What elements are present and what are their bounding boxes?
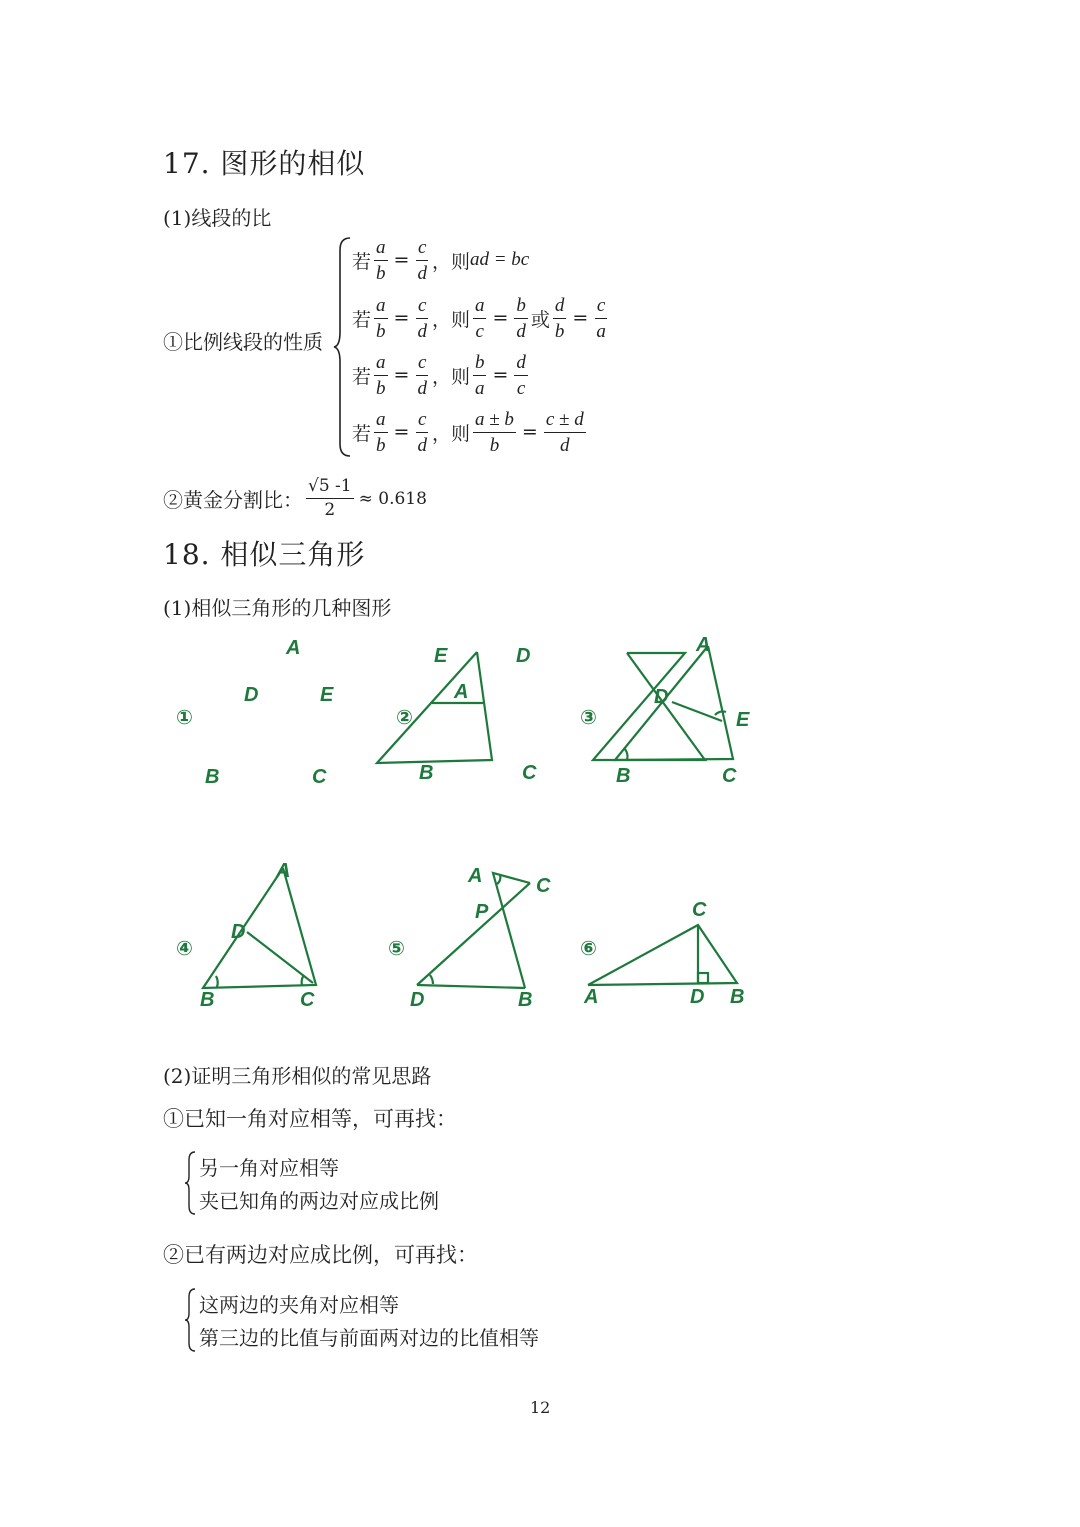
fraction: $\frac{c \pm d}{d}$ (545, 408, 584, 456)
point-label: D (410, 989, 425, 1011)
if-text: 若 (352, 308, 372, 331)
then-text: 则 (450, 250, 470, 273)
point-label: A (584, 986, 599, 1008)
section-17-sub1: (1)线段的比 (163, 206, 272, 230)
point-label: D (231, 921, 246, 943)
then-text: 则 (450, 422, 470, 445)
golden-ratio-line (163, 478, 427, 519)
point-label: B (419, 762, 434, 784)
then-text: 则 (450, 308, 470, 331)
point-label: D (244, 684, 259, 706)
golden-ratio-value: ≈ 0.618 (358, 488, 427, 509)
point-label: A (454, 681, 469, 703)
point-label: A (468, 865, 483, 887)
fraction: $\frac{a}{b}$ (376, 408, 386, 456)
case-1-brace (183, 1150, 197, 1216)
figure-number-5: ⑤ (388, 936, 405, 960)
figure-6 (588, 925, 737, 985)
figure-3 (615, 646, 733, 760)
section-18-title: 18. 相似三角形 (163, 538, 366, 571)
page-number: 12 (530, 1398, 551, 1417)
fraction: $\frac{d}{b}$ (554, 294, 565, 342)
property-row-4: 若 $\frac{a}{b}$ = $\frac{c}{d}$ ， 则 $\frac{a \pm b}{b}$ = $\frac{c \pm d}{d}$ (352, 408, 584, 456)
point-label: C (692, 899, 707, 921)
point-label: A (286, 637, 301, 659)
fraction: $\frac{b}{a}$ (474, 351, 485, 399)
fraction: $\frac{a}{c}$ (474, 294, 485, 342)
figure-number-6: ⑥ (580, 936, 597, 960)
point-label: A (696, 634, 711, 656)
fraction: $\frac{c}{d}$ (417, 294, 427, 342)
case-2-item-1: 这两边的夹角对应相等 (199, 1293, 399, 1317)
proportion-properties-label: ①比例线段的性质 (163, 330, 323, 354)
point-label: B (616, 765, 631, 787)
section-18-sub1: (1)相似三角形的几种图形 (163, 596, 392, 620)
point-label: E (320, 684, 334, 706)
figure-number-4: ④ (176, 936, 193, 960)
point-label: D (654, 686, 669, 708)
fraction: $\frac{a \pm b}{b}$ (474, 408, 514, 456)
fraction: $\frac{d}{c}$ (516, 351, 526, 399)
golden-ratio-fraction: $\frac{√5 -1}{2}$ (308, 476, 352, 520)
figure-5 (417, 873, 530, 988)
point-label: P (475, 901, 489, 923)
point-label: C (300, 989, 315, 1011)
fraction: $\frac{a}{b}$ (376, 236, 386, 284)
point-label: E (434, 645, 448, 667)
fraction: $\frac{b}{d}$ (516, 294, 526, 342)
case-2-item-2: 第三边的比值与前面两对边的比值相等 (199, 1326, 539, 1350)
if-text: 若 (352, 365, 372, 388)
point-label: D (516, 645, 531, 667)
similar-triangle-figures (170, 625, 770, 1025)
case-1-item-2: 夹已知角的两边对应成比例 (199, 1189, 439, 1213)
case-1-item-1: 另一角对应相等 (199, 1156, 339, 1180)
case-2-heading: ②已有两边对应成比例，可再找： (163, 1243, 478, 1267)
point-label: C (722, 765, 737, 787)
case-1-heading: ①已知一角对应相等，可再找： (163, 1107, 457, 1131)
figure-1 (377, 652, 492, 763)
fraction: $\frac{a}{b}$ (376, 294, 386, 342)
point-label: C (312, 766, 327, 788)
property-row-1: 若 $\frac{a}{b}$ = $\frac{c}{d}$ ， 则 ad = bc (352, 236, 530, 284)
fraction: $\frac{c}{d}$ (417, 408, 427, 456)
point-label: C (536, 875, 551, 897)
section-17-title: 17. 图形的相似 (163, 147, 366, 180)
figure-number-2: ② (396, 705, 413, 729)
figure-4 (203, 868, 316, 988)
fraction: $\frac{c}{a}$ (596, 294, 606, 342)
figure-number-3: ③ (580, 705, 597, 729)
golden-ratio-label: ②黄金分割比： (163, 488, 303, 512)
fraction: $\frac{a}{b}$ (376, 351, 386, 399)
then-text: 则 (450, 365, 470, 388)
result-text: ad = bc (469, 249, 530, 270)
point-label: D (690, 986, 705, 1008)
point-label: B (518, 989, 533, 1011)
case-2-brace (183, 1287, 197, 1353)
fraction: $\frac{c}{d}$ (417, 236, 427, 284)
section-18-sub2: (2)证明三角形相似的常见思路 (163, 1064, 432, 1088)
point-label: B (200, 989, 215, 1011)
point-label: B (205, 766, 220, 788)
point-label: B (730, 986, 745, 1008)
property-row-2: 若 $\frac{a}{b}$ = $\frac{c}{d}$ ， 则 $\frac{a}{c}$ = $\frac{b}{d}$ 或 $\frac{d}{b}$ = $\frac{c}{a}$ (352, 294, 606, 342)
property-row-3: 若 $\frac{a}{b}$ = $\frac{c}{d}$ ， 则 $\frac{b}{a}$ = $\frac{d}{c}$ (352, 351, 526, 399)
point-label: E (736, 709, 750, 731)
fraction: $\frac{c}{d}$ (417, 351, 427, 399)
if-text: 若 (352, 422, 372, 445)
if-text: 若 (352, 250, 372, 273)
point-label: A (276, 860, 291, 882)
figure-number-1: ① (176, 705, 193, 729)
point-label: C (522, 762, 537, 784)
or-text: 或 (530, 308, 550, 331)
